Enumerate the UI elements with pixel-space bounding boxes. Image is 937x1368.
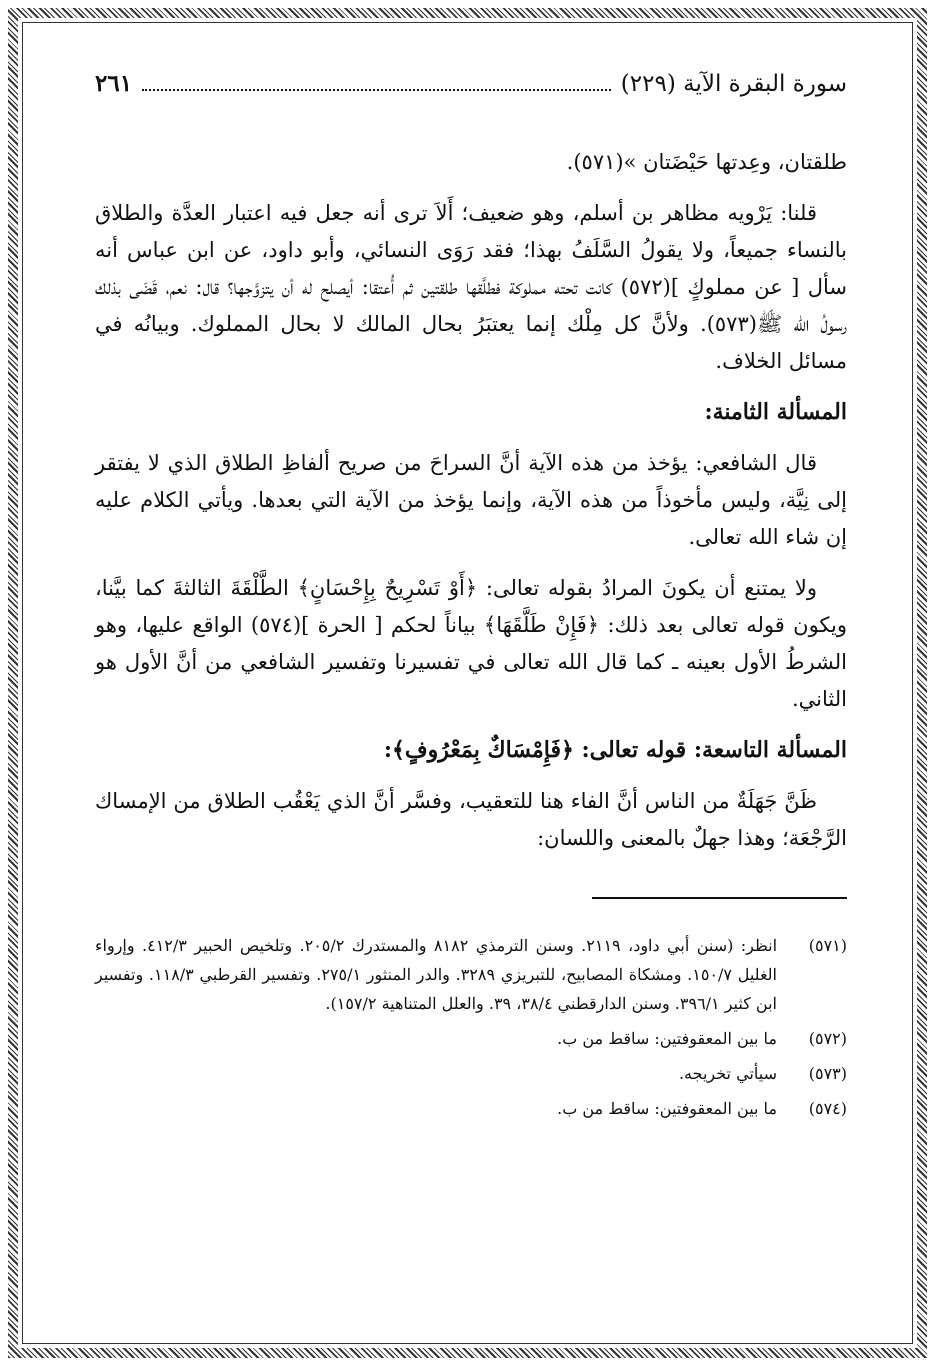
- footnote-text: سيأتي تخريجه.: [678, 1064, 777, 1083]
- paragraph: طلقتان، وعِدتها حَيْضَتان »(٥٧١).: [566, 150, 847, 174]
- footnote-number: (٥٧٣): [808, 1064, 847, 1083]
- footnote: [95, 1059, 847, 1088]
- footnote-separator: [592, 897, 847, 899]
- footnote-number: (٥٧٢): [808, 1029, 847, 1048]
- footnote-number: (٥٧١): [808, 936, 847, 955]
- footnote: [95, 1024, 847, 1053]
- footnote-text: ما بين المعقوفتين: ساقط من ب.: [557, 1099, 777, 1118]
- section-heading: المسألة التاسعة: قوله تعالى: ﴿فَإِمْسَاكٌ بِمَعْرُوفٍ﴾:: [383, 737, 847, 763]
- header-title: سورة البقرة الآية (٢٢٩): [620, 71, 847, 97]
- footnote-number: (٥٧٤): [808, 1099, 847, 1118]
- footnotes: [95, 931, 847, 1123]
- paragraph: ظَنَّ جَهَلَةٌ من الناس أنَّ الفاء هنا للتعقيب، وفسَّر أنَّ الذي يَعْقُب الطلاق من الإمساك الرَّجْعَة؛ وهذا جهلٌ بالمعنى واللسان:: [95, 789, 847, 850]
- book-page: [95, 60, 847, 1320]
- footnote: [95, 931, 847, 1018]
- page-number: ٢٦١: [95, 70, 133, 97]
- paragraph: قلنا: يَرْويه مظاهر بن أسلم، وهو ضعيف؛ أَلاَ ترى أنه جعل فيه اعتبار العدَّة والطلاق بالنساء جميعاً، ولا يقولُ السَّلَفُ بهذا؛ فقد رَوَى النسائي، وأبو داود، عن ابن عباس أنه سأل [ عن مملوكٍ ](٥٧٢) كانت تحته مملوكة فطلَّقها طلقتين ثم أُعتقا: أيصلح له أن يتزوَّجها؟ قال: نعم، قَضَى بذلك رسولُ الله ﷺ(٥٧٣). ولأنَّ كل مِلْك إنما يعتبَرُ بحال المالك لا بحال المملوك. وبيانُه في مسائل الخلاف.: [95, 201, 848, 373]
- running-header: [95, 70, 847, 110]
- section-heading: المسألة الثامنة:: [704, 399, 847, 425]
- paragraph: قال الشافعي: يؤخذ من هذه الآية أنَّ السراحَ من صريح ألفاظِ الطلاق الذي لا يفتقر إلى نِيَّة، وليس مأخوذاً من هذه الآية، وإنما يؤخذ من الآية التي بعدها. ويأتي الكلام عليه إن شاء الله تعالى.: [95, 451, 847, 549]
- main-text: [95, 144, 847, 857]
- footnote: [95, 1094, 847, 1123]
- header-dot-leader: [142, 75, 611, 91]
- footnote-text: ما بين المعقوفتين: ساقط من ب.: [557, 1029, 777, 1048]
- paragraph: ولا يمتنع أن يكونَ المرادُ بقوله تعالى: ﴿أَوْ تَسْرِيحٌ بِإِحْسَانٍ﴾ الطَّلْقَةَ الثالثةَ كما بيَّنا، ويكون قوله تعالى بعد ذلك: ﴿فَإِنْ طَلَّقَهَا﴾ بياناً لحكم [ الحرة ](٥٧٤) الواقع عليها، وهو الشرطُ الأول بعينه ـ كما قال الله تعالى في تفسيرنا وتفسير الشافعي من أنَّ الأول هو الثاني.: [95, 576, 847, 711]
- footnote-text: انظر: (سنن أبي داود، ٢١١٩. وسنن الترمذي ٨١٨٢ والمستدرك ٢٠٥/٢. وتلخيص الحبير ٤١٢/٣. وإرواء الغليل ١٥٠/٧. ومشكاة المصابيح، للتبريزي ٣٢٨٩. والدر المنثور ٢٧٥/١. وتفسير القرطبي ١١٨/٣. وتفسير ابن كثير ٣٩٦/١. وسنن الدارقطني ٣٨/٤، ٣٩. والعلل المتناهية ١٥٧/٢).: [95, 936, 778, 1013]
